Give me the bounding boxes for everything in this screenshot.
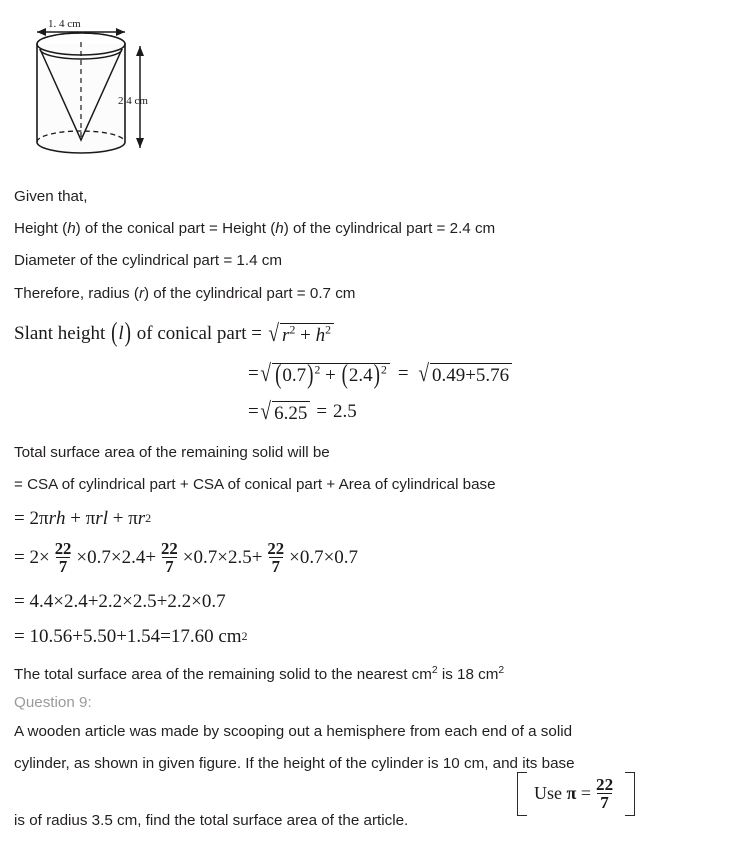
radical-glyph-1: √: [268, 319, 279, 347]
height-line: Height (h) of the conical part = Height (h) of the cylindrical part = 2.4 cm: [14, 220, 496, 238]
plus-7: +: [251, 546, 263, 568]
m-07: 0.7: [201, 591, 226, 613]
times-9: ×: [122, 591, 133, 613]
coef-2: 2: [29, 508, 39, 530]
times-1: ×: [38, 546, 50, 568]
frac-num-c: 22: [267, 539, 285, 559]
r-1056: 10.56: [29, 626, 73, 648]
l-var: l: [118, 322, 124, 344]
rparen-24: ): [373, 359, 380, 391]
m-22a: 2.2: [98, 591, 123, 613]
conclusion-line: The total surface area of the remaining solid to the nearest $cm^2$ is 18 $cm^2$: [14, 665, 505, 684]
lparen-l: (: [111, 317, 118, 349]
plus-2: +: [325, 364, 336, 386]
eq-pi: =: [580, 783, 592, 804]
frac-22-7-c: [264, 540, 287, 575]
r-1760: 17.60: [170, 626, 214, 648]
m-24: 2.4: [63, 591, 88, 613]
eq-f4: =: [14, 626, 25, 648]
radical-glyph-4: √: [260, 397, 271, 425]
times-2: ×: [76, 546, 88, 568]
times-8: ×: [53, 591, 64, 613]
r-var-1: r: [138, 284, 144, 302]
question-line-3: is of radius 3.5 cm, find the total surface area of the article.: [14, 812, 409, 830]
slant-head: Slant height: [14, 322, 106, 344]
sub-07c: 0.7: [299, 546, 324, 568]
frac-num-b: 22: [161, 539, 178, 559]
use-label: Use: [534, 783, 562, 804]
frac-den-note: 7: [597, 793, 612, 811]
eq-f2: =: [14, 546, 25, 568]
diameter-label: 1. 4 cm: [48, 18, 81, 30]
pi-2: π: [85, 508, 96, 530]
sub-25: 2.5: [227, 546, 252, 568]
pi-value-note: [517, 772, 635, 816]
plus-8: +: [87, 591, 99, 613]
sqrt-625: [259, 399, 311, 425]
question-line-1: A wooden article was made by scooping out a hemisphere from each end of a solid: [14, 722, 573, 740]
h-var-4: h: [55, 508, 66, 530]
val-049: 0.49: [431, 364, 466, 386]
bracket-left: [517, 772, 527, 816]
times-5: ×: [217, 546, 228, 568]
lparen-07: (: [275, 359, 282, 391]
of-conical-part: of conical part: [136, 322, 247, 344]
diameter-line: Diameter of the cylindrical part = 1.4 cm: [14, 252, 282, 270]
frac-den-c: 7: [269, 557, 283, 575]
height-label: 2.4 cm: [118, 95, 148, 107]
eq-f1: =: [14, 508, 25, 530]
sqrt-r2-h2: [267, 321, 334, 347]
val-625: 6.25: [274, 402, 308, 424]
frac-22-7-b: [158, 540, 181, 575]
val-24: 2.4: [348, 364, 373, 386]
radical-glyph-3: √: [417, 359, 429, 387]
eq-step1b: =: [397, 362, 409, 384]
slant-step1: [0, 359, 733, 391]
tsa-parts: = CSA of cylindrical part + CSA of conical part + Area of cylindrical base: [14, 476, 496, 494]
radius-line: Therefore, radius (r) of the cylindrical part = 0.7 cm: [14, 284, 356, 302]
eq-f3: =: [14, 591, 25, 613]
plus-5: +: [112, 508, 124, 530]
times-10: ×: [191, 591, 202, 613]
bracket-right: [625, 772, 635, 816]
h-var-3: h: [315, 324, 326, 346]
sup-2c: 2: [314, 363, 321, 377]
r-550: 5.50: [82, 626, 117, 648]
l-var-2: l: [102, 508, 108, 530]
r-154: 1.54: [126, 626, 161, 648]
eq-slant: =: [251, 322, 262, 344]
r-var-2: r: [282, 324, 290, 346]
plus-9: +: [156, 591, 168, 613]
eq-step2b: =: [316, 400, 328, 422]
frac-22-7-note: [593, 776, 616, 812]
m-25: 2.5: [132, 591, 157, 613]
radical-glyph-2: √: [260, 359, 271, 387]
question-line-2: cylinder, as shown in given figure. If the height of the cylinder is 10 cm, and its base: [14, 754, 575, 772]
figure-container: [0, 0, 733, 172]
plus-6: +: [145, 546, 157, 568]
val-25: 2.5: [333, 400, 357, 422]
unit-cm: cm: [218, 626, 242, 648]
frac-den-b: 7: [162, 557, 176, 575]
r-var-3: r: [48, 508, 56, 530]
m-44: 4.4: [29, 591, 54, 613]
plus-11: +: [116, 626, 127, 648]
sub-2: 2: [29, 546, 39, 568]
plus-1: +: [300, 324, 311, 346]
tsa-formula: = 2 π r h + π r l + π r 2: [14, 508, 152, 530]
sqrt-sum: [417, 361, 513, 387]
slant-height-expr: [14, 317, 733, 349]
frac-num-note: 22: [596, 775, 614, 794]
height-line-a: Height (: [14, 220, 68, 238]
r-var-4: r: [95, 508, 103, 530]
slant-height-row: [0, 317, 733, 349]
times-4: ×: [182, 546, 194, 568]
tsa-intro: Total surface area of the remaining solid will be: [14, 443, 330, 461]
h-var-2: h: [275, 220, 284, 238]
slant-step2: [0, 399, 733, 425]
rparen-l: ): [124, 317, 131, 349]
question-heading: Question 9:: [14, 693, 92, 711]
sub-24: 2.4: [121, 546, 146, 568]
rparen-07: ): [307, 359, 314, 391]
sub-07d: 0.7: [334, 546, 359, 568]
frac-22-7-a: [52, 540, 75, 575]
m-22b: 2.2: [167, 591, 192, 613]
plus-3: +: [465, 364, 476, 386]
frac-den-a: 7: [56, 557, 70, 575]
sup-2a: 2: [289, 323, 296, 337]
times-7: ×: [323, 546, 335, 568]
frac-num-a: 22: [54, 539, 72, 559]
sub-07a: 0.7: [87, 546, 111, 568]
plus-4: +: [70, 508, 81, 530]
sup-2b: 2: [325, 323, 331, 337]
lparen-24: (: [341, 359, 348, 391]
pi-3: π: [128, 508, 138, 530]
eq-step1: =: [248, 362, 259, 384]
pi-symbol: π: [566, 783, 577, 804]
sqrt-squares: [259, 359, 390, 391]
eq-step2: =: [248, 400, 259, 422]
times-3: ×: [110, 546, 122, 568]
val-576: 5.76: [475, 364, 510, 386]
cylinder-cone-diagram: [18, 2, 198, 172]
times-6: ×: [289, 546, 300, 568]
tsa-multiplication: [0, 591, 733, 613]
val-07: 0.7: [282, 364, 307, 386]
plus-10: +: [72, 626, 83, 648]
sup-2d: 2: [380, 363, 387, 377]
pi-1: π: [38, 508, 49, 530]
tsa-result: = 10.56 + 5.50 + 1.54 = 17.60 cm 2: [14, 626, 248, 648]
sub-07b: 0.7: [193, 546, 218, 568]
h-var-1: h: [67, 220, 76, 238]
r-var-5: r: [137, 508, 146, 530]
eq-f5: =: [160, 626, 171, 648]
given-line: Given that,: [14, 188, 88, 205]
tsa-substitution: [0, 540, 733, 575]
